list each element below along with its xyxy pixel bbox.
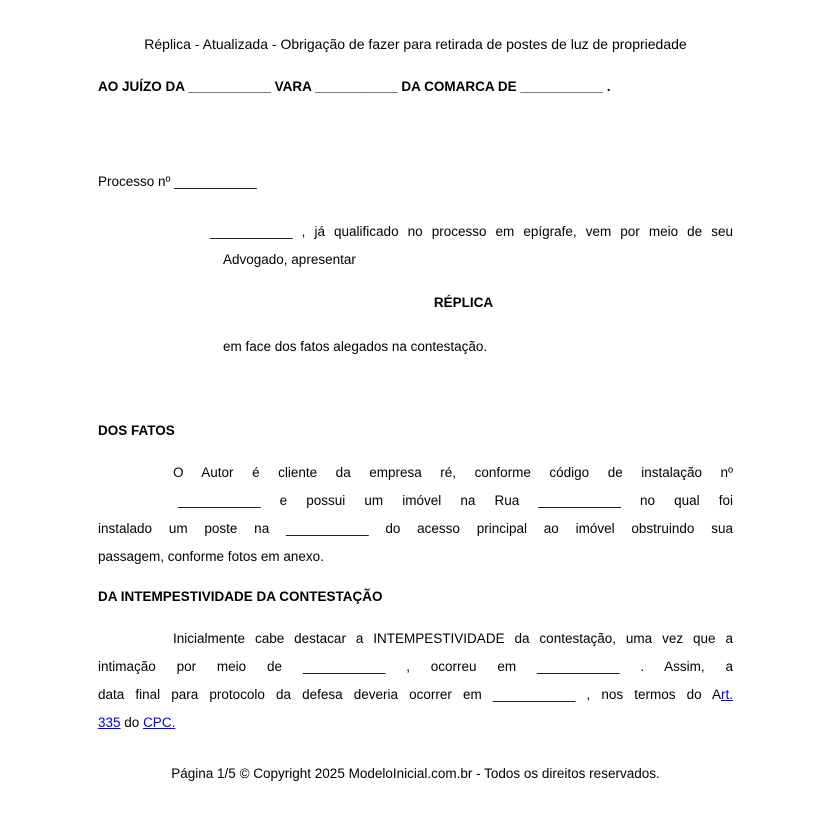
document-title: Réplica - Atualizada - Obrigação de fazer para retirada de postes de luz de propriedade [144, 36, 687, 52]
untimeliness-line-3-text: data final para protocolo da defesa deveria ocorrer em ___________ , nos termos do A [98, 687, 721, 702]
untimeliness-line-3 [98, 681, 733, 709]
process-number-line: Processo nº ___________ [98, 174, 257, 189]
facts-line-2: ___________ e possui um imóvel na Rua ___________ no qual foi [178, 493, 733, 508]
replica-heading: RÉPLICA [433, 295, 494, 310]
art-335-link-part1[interactable]: rt. [721, 687, 733, 702]
untimeliness-section-heading: DA INTEMPESTIVIDADE DA CONTESTAÇÃO [98, 589, 383, 604]
facts-paragraph [98, 459, 733, 571]
page-footer-copyright: Página 1/5 © Copyright 2025 ModeloInicial.com.br - Todos os direitos reservados. [171, 766, 660, 781]
cpc-link[interactable]: CPC. [143, 715, 176, 730]
court-address-line: AO JUÍZO DA ___________ VARA ___________ DA COMARCA DE ___________ . [98, 79, 611, 94]
facts-line-1: O Autor é cliente da empresa ré, conforme código de instalação nº [173, 465, 733, 480]
replica-subline: em face dos fatos alegados na contestação. [223, 339, 488, 354]
untimeliness-line-1: Inicialmente cabe destacar a INTEMPESTIVIDADE da contestação, uma vez que a [173, 631, 733, 646]
qualification-line-1: ___________ , já qualificado no processo em epígrafe, vem por meio de seu [210, 224, 733, 239]
facts-line-3: instalado um poste na ___________ do acesso principal ao imóvel obstruindo sua [98, 521, 733, 536]
facts-line-4: passagem, conforme fotos em anexo. [98, 549, 324, 564]
qualification-line-2: Advogado, apresentar [223, 252, 356, 267]
untimeliness-line-2: intimação por meio de ___________ , ocorreu em ___________ . Assim, a [98, 659, 733, 674]
facts-section-heading: DOS FATOS [98, 423, 175, 438]
art-335-link-part2[interactable]: 335 [98, 715, 121, 730]
qualification-paragraph [98, 218, 733, 274]
untimeliness-paragraph [98, 625, 733, 737]
untimeliness-line-4-text: do [120, 715, 144, 730]
untimeliness-line-4 [98, 709, 733, 737]
